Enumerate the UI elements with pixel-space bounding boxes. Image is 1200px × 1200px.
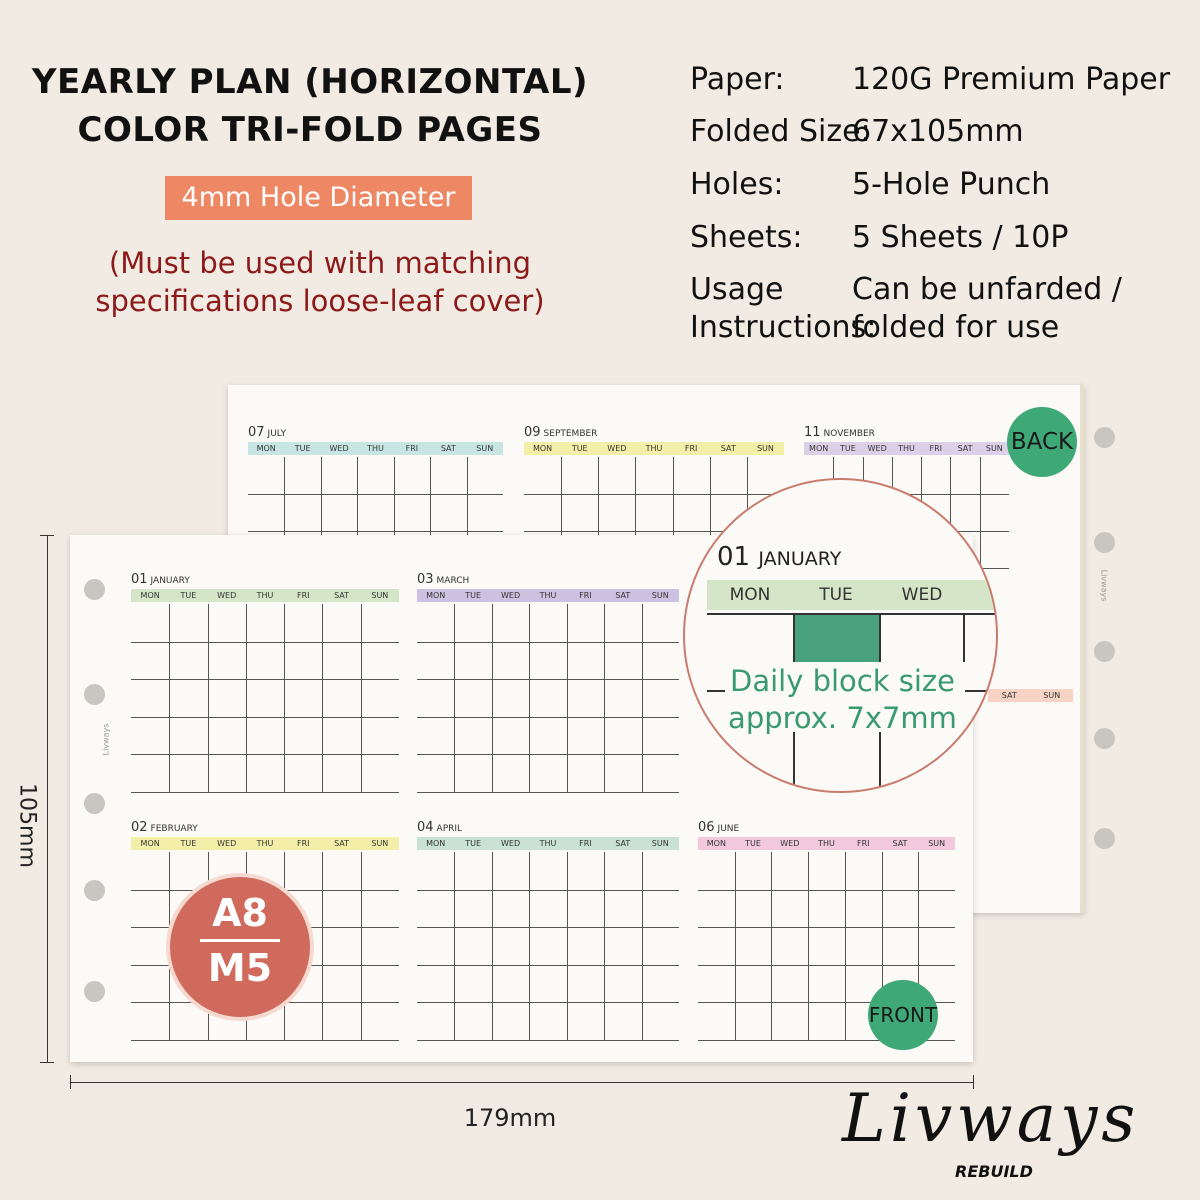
spec-usage-value-1: Can be unfarded / — [852, 272, 1122, 307]
month-number: 09 — [524, 425, 541, 440]
punch-hole — [1094, 427, 1115, 448]
grid-line — [698, 927, 955, 928]
weekday-band — [417, 589, 679, 602]
weekday-label: WED — [867, 444, 887, 453]
month-name: NOVEMBER — [823, 429, 875, 439]
grid-line — [417, 965, 679, 966]
month-block — [248, 425, 503, 455]
grid-line — [698, 965, 955, 966]
grid-line — [208, 604, 209, 792]
spec-sheets-label: Sheets: — [690, 220, 803, 255]
grid-line — [417, 754, 679, 755]
magnifier-circle — [683, 478, 998, 793]
weekday-label: MON — [426, 591, 446, 600]
grid-line — [131, 679, 399, 680]
month-block — [417, 572, 679, 602]
hole-diameter-badge: 4mm Hole Diameter — [165, 176, 472, 220]
grid-line — [131, 754, 399, 755]
grid-line — [454, 852, 455, 1040]
size-badge-divider — [200, 939, 280, 942]
weekday-label: FRI — [579, 591, 592, 600]
punch-hole — [1094, 532, 1115, 553]
weekday-label: MON — [532, 444, 553, 453]
grid-line — [417, 792, 679, 793]
weekday-label: TUE — [840, 444, 856, 453]
weekday-band — [248, 442, 503, 455]
punch-hole — [84, 684, 105, 705]
magnifier-dayband — [707, 580, 997, 610]
brand-watermark: Livways — [101, 723, 111, 756]
weekday-label: TUE — [294, 444, 311, 453]
weekday-label: SAT — [615, 839, 631, 848]
weekday-label: SUN — [928, 839, 946, 848]
month-block — [417, 820, 679, 850]
spec-size-value: 67x105mm — [852, 114, 1024, 149]
weekday-label: WED — [500, 839, 521, 848]
weekday-label: FRI — [856, 839, 870, 848]
weekday-label: SAT — [957, 444, 973, 453]
grid-line — [492, 604, 493, 792]
month-block — [524, 425, 784, 455]
daily-block-caption — [705, 663, 980, 737]
weekday-label: TUE — [465, 591, 482, 600]
month-block — [804, 425, 1009, 455]
grid-line — [454, 604, 455, 792]
daily-block-caption-line-2: approx. 7x7mm — [728, 701, 957, 735]
grid-line — [417, 927, 679, 928]
month-title — [131, 572, 399, 587]
weekday-label: WED — [780, 839, 800, 848]
grid-line — [417, 1040, 679, 1041]
size-badge-top: A8 — [212, 891, 268, 935]
weekday-label: WED — [500, 591, 521, 600]
month-block — [131, 820, 399, 850]
weekday-label: SUN — [651, 591, 669, 600]
grid-line — [524, 494, 784, 495]
weekday-label: SAT — [1001, 691, 1017, 700]
month-number: 04 — [417, 820, 434, 835]
weekday-label: THU — [367, 444, 384, 453]
calendar-grid — [131, 604, 399, 792]
magnifier-month-title — [717, 542, 841, 572]
grid-line — [248, 531, 503, 532]
grid-line — [131, 792, 399, 793]
punch-hole — [1094, 728, 1115, 749]
grid-line — [567, 604, 568, 792]
weekday-label: FRI — [297, 839, 310, 848]
weekday-label: TUE — [465, 839, 482, 848]
width-dimension-label: 179mm — [463, 1104, 557, 1132]
month-number: 02 — [131, 820, 148, 835]
grid-line — [492, 852, 493, 1040]
weekday-label: SUN — [651, 839, 669, 848]
weekday-label: TUE — [819, 585, 853, 605]
weekday-label: MON — [729, 585, 771, 605]
weekday-band — [524, 442, 784, 455]
spec-size-label: Folded Size: — [690, 114, 871, 149]
grid-line — [361, 604, 362, 792]
grid-line — [698, 890, 955, 891]
grid-line — [322, 852, 323, 1040]
brand-logo-sub: REBUILD — [955, 1162, 1033, 1181]
month-name: SEPTEMBER — [543, 429, 598, 439]
month-title — [524, 425, 784, 440]
grid-line — [417, 642, 679, 643]
month-block — [698, 820, 955, 850]
month-number: 07 — [248, 425, 265, 440]
month-title — [131, 820, 399, 835]
grid-line — [980, 457, 981, 568]
weekday-label: SUN — [476, 444, 494, 453]
daily-block-caption-line-1: Daily block size — [730, 664, 955, 698]
weekday-label: SUN — [371, 839, 389, 848]
grid-line — [248, 494, 503, 495]
punch-hole — [84, 579, 105, 600]
magnifier-month-name: JANUARY — [758, 548, 842, 570]
month-name: APRIL — [436, 824, 463, 834]
weekday-label: FRI — [579, 839, 592, 848]
weekday-label: MON — [706, 839, 726, 848]
grid-line — [322, 604, 323, 792]
weekday-label: TUE — [180, 591, 197, 600]
spec-usage-label-1: Usage — [690, 272, 784, 307]
grid-line — [642, 604, 643, 792]
punch-hole — [1094, 641, 1115, 662]
grid-line — [417, 890, 679, 891]
weekday-band — [417, 837, 679, 850]
title-line-1: YEARLY PLAN (HORIZONTAL) — [31, 62, 589, 102]
month-name: JUNE — [717, 824, 740, 834]
month-block — [131, 572, 399, 602]
grid-line — [604, 604, 605, 792]
brand-logo-script: Livways — [842, 1080, 1140, 1157]
weekday-label: WED — [217, 591, 237, 600]
month-title — [417, 572, 679, 587]
spec-sheets-value: 5 Sheets / 10P — [852, 220, 1069, 255]
month-title — [698, 820, 955, 835]
weekday-label: SUN — [985, 444, 1003, 453]
punch-hole — [84, 793, 105, 814]
weekday-label: SAT — [334, 591, 350, 600]
height-dimension-line — [47, 535, 48, 1062]
weekday-label: SAT — [720, 444, 736, 453]
spec-usage-value-2: folded for use — [852, 310, 1060, 345]
brand-watermark: Livways — [1099, 569, 1109, 602]
weekday-label: TUE — [745, 839, 761, 848]
month-title — [417, 820, 679, 835]
usage-note-line-2: specifications loose-leaf cover) — [95, 284, 545, 318]
weekday-label: FRI — [297, 591, 310, 600]
grid-line — [417, 679, 679, 680]
height-dimension-label: 105mm — [14, 783, 40, 868]
weekday-label: THU — [645, 444, 663, 453]
punch-hole — [1094, 828, 1115, 849]
punch-hole — [84, 981, 105, 1002]
spec-holes-value: 5-Hole Punch — [852, 167, 1051, 202]
title-line-2: COLOR TRI-FOLD PAGES — [77, 110, 543, 150]
weekday-band — [698, 837, 955, 850]
grid-line — [604, 852, 605, 1040]
grid-line — [131, 1040, 399, 1041]
month-number: 03 — [417, 572, 434, 587]
grid-line — [771, 852, 772, 1040]
width-dimension-tick — [70, 1075, 71, 1089]
month-name: JANUARY — [150, 576, 190, 586]
grid-line — [529, 852, 530, 1040]
month-name: FEBRUARY — [150, 824, 198, 834]
grid-line — [567, 852, 568, 1040]
weekday-label: WED — [329, 444, 349, 453]
grid-line — [169, 604, 170, 792]
weekday-label: FRI — [929, 444, 943, 453]
spec-paper-value: 120G Premium Paper — [852, 62, 1171, 97]
calendar-grid — [417, 852, 679, 1040]
weekday-band — [131, 837, 399, 850]
weekday-label: SAT — [892, 839, 908, 848]
spec-paper-label: Paper: — [690, 62, 785, 97]
weekday-label: SAT — [615, 591, 631, 600]
grid-line — [284, 604, 285, 792]
punch-hole — [84, 880, 105, 901]
size-badge-bottom: M5 — [207, 946, 273, 990]
weekday-label: THU — [256, 591, 274, 600]
grid-line — [417, 717, 679, 718]
grid-line — [735, 852, 736, 1040]
weekday-label: FRI — [684, 444, 698, 453]
weekday-label: WED — [901, 585, 943, 605]
weekday-label: SUN — [1043, 691, 1061, 700]
spec-usage-label-2: Instructions: — [690, 310, 877, 345]
weekday-label: WED — [607, 444, 627, 453]
weekday-label: THU — [539, 839, 557, 848]
weekday-band — [131, 589, 399, 602]
grid-line — [361, 852, 362, 1040]
weekday-label: MON — [140, 591, 160, 600]
back-partial-dayband — [988, 689, 1073, 702]
weekday-label: THU — [818, 839, 835, 848]
weekday-label: SAT — [334, 839, 350, 848]
grid-line — [845, 852, 846, 1040]
grid-line — [808, 852, 809, 1040]
month-number: 11 — [804, 425, 821, 440]
month-number: 01 — [131, 572, 148, 587]
month-name: MARCH — [436, 576, 470, 586]
grid-line — [131, 642, 399, 643]
month-name: JULY — [267, 429, 287, 439]
height-dimension-tick — [40, 535, 54, 536]
size-badge — [170, 877, 310, 1017]
spec-holes-label: Holes: — [690, 167, 784, 202]
height-dimension-tick — [40, 1062, 54, 1063]
grid-line — [642, 852, 643, 1040]
month-title — [804, 425, 1009, 440]
back-badge: BACK — [1007, 407, 1077, 477]
front-badge: FRONT — [868, 980, 938, 1050]
grid-line — [246, 604, 247, 792]
weekday-band — [804, 442, 1009, 455]
width-dimension-line — [70, 1082, 973, 1083]
grid-line — [417, 1002, 679, 1003]
weekday-label: MON — [140, 839, 160, 848]
weekday-label: TUE — [571, 444, 588, 453]
weekday-label: SAT — [440, 444, 456, 453]
weekday-label: THU — [898, 444, 915, 453]
grid-line — [131, 717, 399, 718]
weekday-label: THU — [256, 839, 274, 848]
weekday-label: MON — [256, 444, 276, 453]
weekday-label: SUN — [371, 591, 389, 600]
weekday-label: TUE — [180, 839, 197, 848]
weekday-label: FRI — [405, 444, 419, 453]
magnifier-month-num: 01 — [717, 542, 751, 572]
usage-note-line-1: (Must be used with matching — [108, 246, 532, 280]
weekday-label: MON — [809, 444, 829, 453]
weekday-label: THU — [539, 591, 557, 600]
weekday-label: WED — [217, 839, 237, 848]
weekday-label: SUN — [756, 444, 774, 453]
month-title — [248, 425, 503, 440]
weekday-label: MON — [426, 839, 446, 848]
month-number: 06 — [698, 820, 715, 835]
grid-line — [529, 604, 530, 792]
calendar-grid — [417, 604, 679, 792]
